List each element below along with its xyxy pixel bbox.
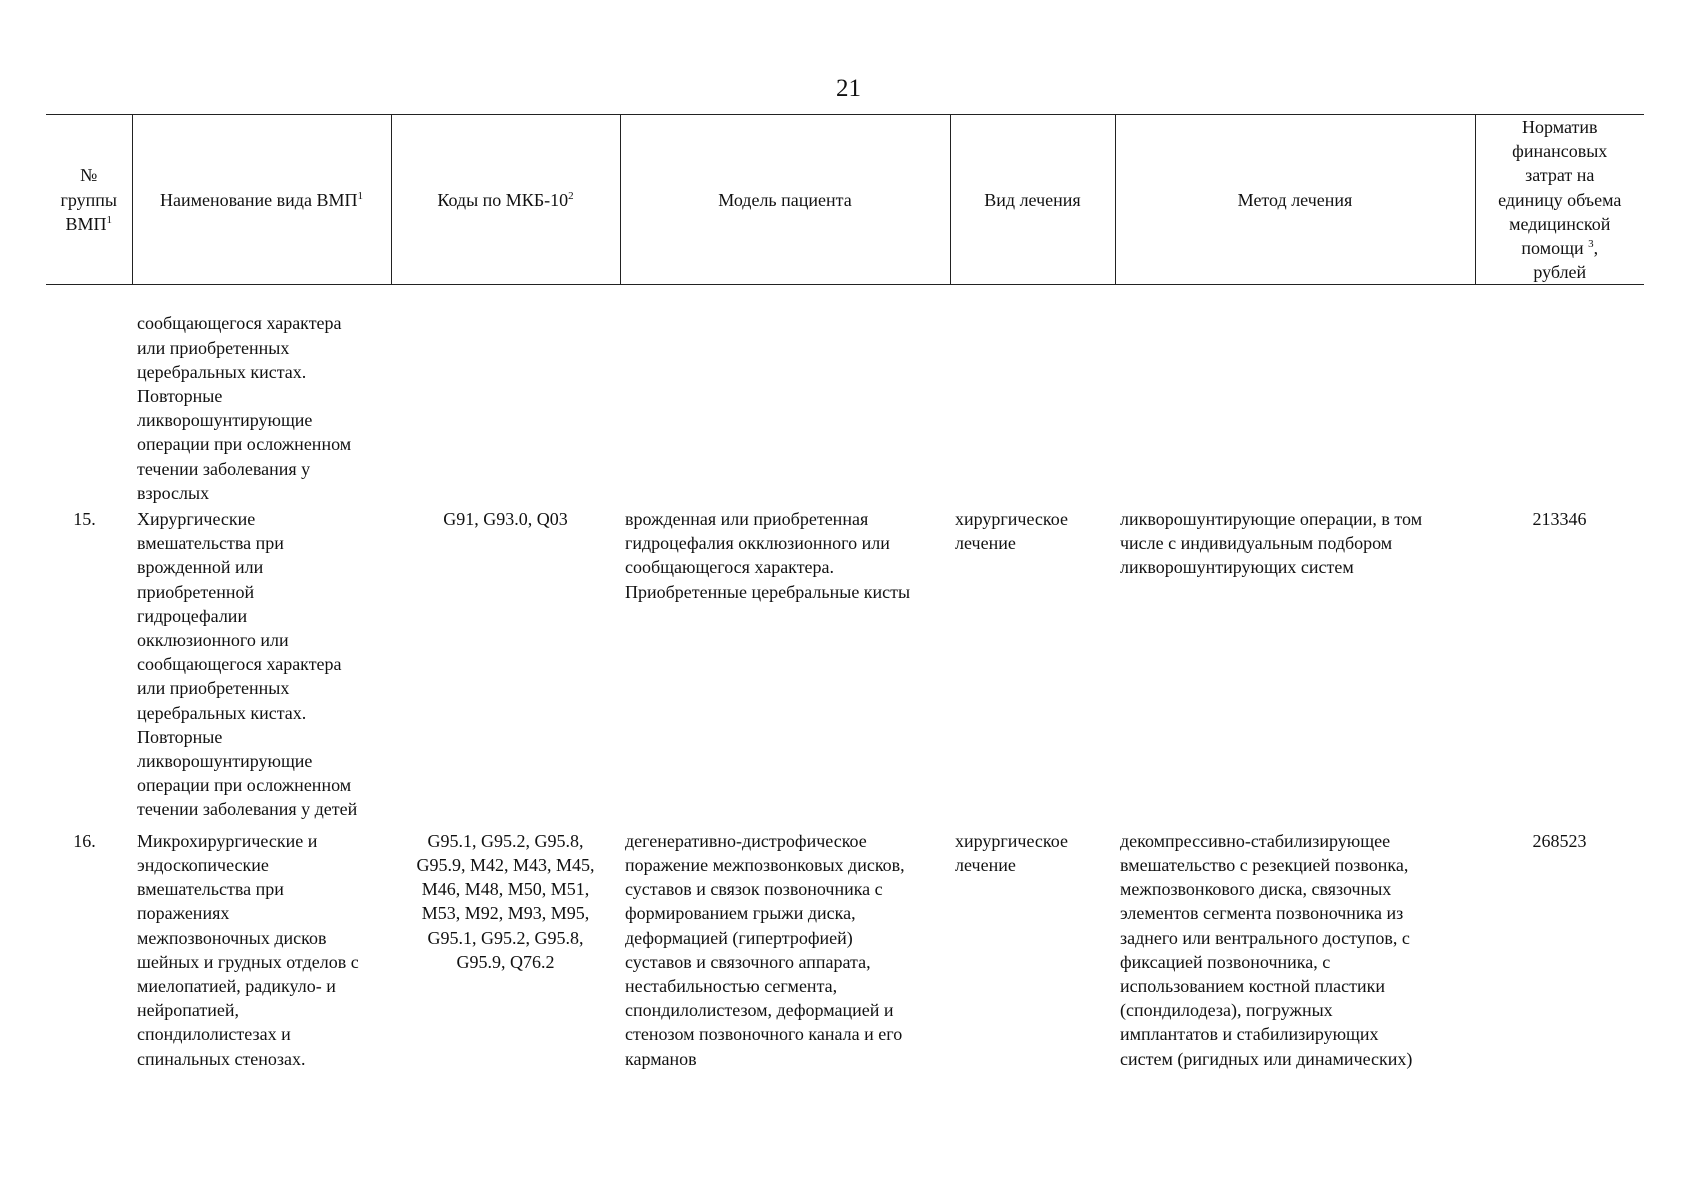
row-vmp-name: Микрохирургические и эндоскопические вмешательства при поражениях межпозвоночных дисков шейных и грудных отделов с миелопатией, радикуло- и нейропатией, спондилолистезах и спинальных стенозах. (137, 830, 359, 1069)
row-icd-codes (391, 285, 620, 505)
row-treatment-method (1115, 285, 1475, 505)
header-patient-model: Модель пациента (620, 115, 950, 285)
header-group-number: № группы ВМП$^1$ (46, 115, 132, 285)
vmp-table (46, 114, 1644, 1071)
header-cost-norm: Норматив финансовых затрат на единицу объема медицинской помощи $^3$, рублей (1475, 115, 1644, 285)
header-treatment-type: Вид лечения (950, 115, 1115, 285)
row-cost-norm: 268523 (1532, 830, 1587, 851)
row-number: 15. (73, 509, 96, 530)
header-treatment-method: Метод лечения (1115, 115, 1475, 285)
row-number: 16. (73, 830, 96, 851)
table-header-row (46, 115, 1644, 285)
row-treatment-type (950, 285, 1115, 505)
row-treatment-method: ликворошунтирующие операции, в том числе с индивидуальным подбором ликворошунтирующих систем (1120, 509, 1423, 578)
row-treatment-type: хирургическое лечение (955, 830, 1068, 875)
row-treatment-method: декомпрессивно-стабилизирующее вмешательство с резекцией позвонка, межпозвонкового диска, связочных элементов сегмента позвоночника из заднего или вентрального доступов, с фиксацией позвоночника, с использованием костной пластики (спондилодеза), погружных имплантатов и стабилизирующих систем (ригидных или динамических) (1120, 830, 1413, 1069)
row-icd-codes: G91, G93.0, Q03 (443, 509, 568, 530)
row-patient-model: врожденная или приобретенная гидроцефалия окклюзионного или сообщающегося характера. Приобретенные церебральные кисты (625, 509, 911, 602)
row-patient-model: дегенеративно-дистрофическое поражение межпозвонковых дисков, суставов и связок позвоночника с формированием грыжи диска, деформацией (гипертрофией) суставов и связочного аппарата, нестабильностью сегмента, спондилолистезом, деформацией и стенозом позвоночного канала и его карманов (625, 830, 905, 1069)
row-cost-norm: 213346 (1532, 509, 1587, 530)
row-treatment-type: хирургическое лечение (955, 509, 1068, 554)
header-icd-codes: Коды по МКБ-$10^2$ (391, 115, 620, 285)
row-vmp-name: Хирургические вмешательства при врожденной или приобретенной гидроцефалии окклюзионного или сообщающегося характера или приобретенных церебральных кистах. Повторные ликворошунтирующие операции при осложненном течении заболевания у детей (137, 509, 358, 820)
row-patient-model (620, 285, 950, 505)
row-vmp-name: сообщающегося характера или приобретенных церебральных кистах. Повторные ликворошунтирующие операции при осложненном течении заболевания у взрослых (137, 313, 352, 503)
row-cost-norm (1475, 285, 1644, 505)
row-icd-codes: G95.1, G95.2, G95.8, G95.9, M42, M43, M45, M46, M48, M50, M51, M53, M92, M93, M95, G95.1, G95.2, G95.8, G95.9, Q76.2 (416, 830, 595, 972)
table-row-16 (46, 822, 1644, 1071)
page-number: 21 (836, 75, 861, 102)
table-row-15 (46, 505, 1644, 822)
row-number (46, 285, 132, 505)
table-row-continuation (46, 285, 1644, 505)
header-vmp-name: Наименование вида ВМП$^1$ (132, 115, 391, 285)
